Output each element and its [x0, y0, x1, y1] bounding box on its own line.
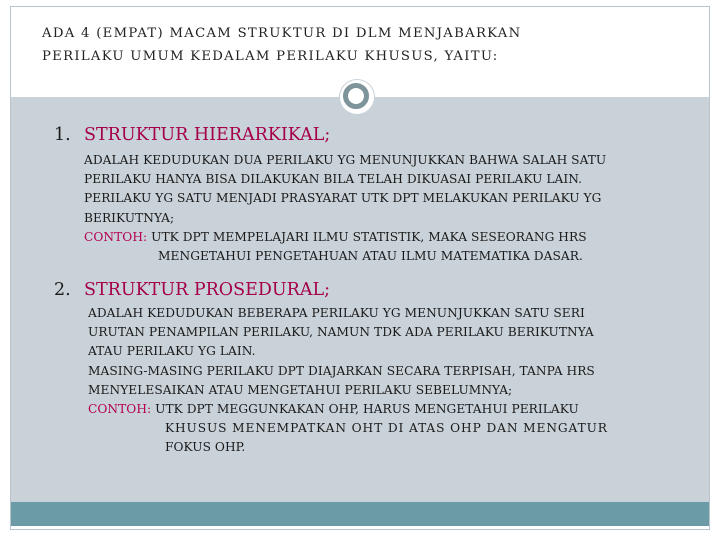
section-number: 1. [54, 125, 71, 145]
body-line: URUTAN PENAMPILAN PERILAKU, NAMUN TDK ADA PERILAKU BERIKUTNYA [88, 325, 594, 340]
title-line: PERILAKU UMUM KEDALAM PERILAKU KHUSUS, YAITU: [42, 49, 499, 64]
section-title: STRUKTUR PROSEDURAL; [84, 280, 330, 300]
body-line: ATAU PERILAKU YG LAIN. [88, 344, 256, 359]
body-line: PERILAKU HANYA BISA DILAKUKAN BILA TELAH DIKUASAI PERILAKU LAIN. [84, 172, 583, 187]
divider-ring-icon [343, 83, 369, 109]
section-heading-1 [54, 124, 330, 146]
example-text: UTK DPT MEGGUNKAKAN OHP, HARUS MENGETAHUI PERILAKU [155, 402, 579, 417]
section-heading-2 [54, 279, 330, 301]
slide-title [42, 22, 682, 68]
body-line: ADALAH KEDUDUKAN DUA PERILAKU YG MENUNJUKKAN BAHWA SALAH SATU [84, 153, 607, 167]
example-text: UTK DPT MEMPELAJARI ILMU STATISTIK, MAKA SESEORANG HRS [151, 229, 587, 244]
example-label: CONTOH: [84, 229, 148, 244]
body-line: ADALAH KEDUDUKAN BEBERAPA PERILAKU YG MENUNJUKKAN SATU SERI [88, 306, 585, 320]
body-line: PERILAKU YG SATU MENJADI PRASYARAT UTK DPT MELAKUKAN PERILAKU YG [84, 191, 602, 206]
section-number: 2. [54, 280, 71, 300]
section-body-2 [88, 304, 608, 458]
title-line: ADA 4 (EMPAT) MACAM STRUKTUR DI DLM MENJABARKAN [42, 26, 522, 41]
section-title: STRUKTUR HIERARKIKAL; [84, 125, 331, 145]
example-label: CONTOH: [88, 402, 152, 417]
example-line: FOKUS OHP. [165, 440, 246, 455]
body-line: MENYELESAIKAN ATAU MENGETAHUI PERILAKU SEBELUMNYA; [88, 382, 513, 397]
example-line: MENGETAHUI PENGETAHUAN ATAU ILMU MATEMATIKA DASAR. [158, 249, 583, 264]
footer-bar [11, 502, 709, 526]
example-line [84, 228, 606, 247]
body-line: BERIKUTNYA; [84, 210, 175, 225]
body-line: MASING-MASING PERILAKU DPT DIAJARKAN SECARA TERPISAH, TANPA HRS [88, 363, 595, 378]
example-line [88, 400, 608, 419]
example-line: KHUSUS MENEMPATKAN OHT DI ATAS OHP DAN MENGATUR [165, 421, 608, 436]
section-body-1 [84, 151, 606, 266]
